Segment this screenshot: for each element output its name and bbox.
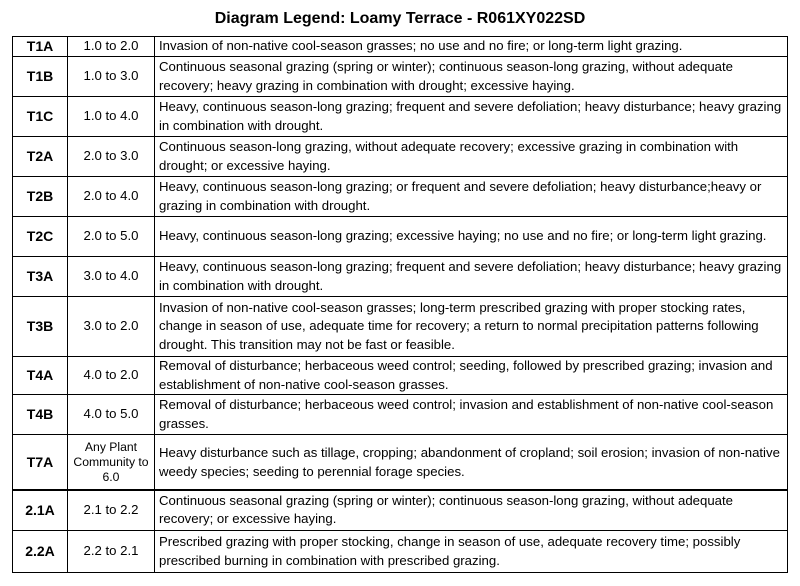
transition-code: T1C [13,97,68,137]
transition-range: 4.0 to 5.0 [68,395,155,435]
transition-range: 3.0 to 4.0 [68,257,155,297]
transition-code: T4A [13,357,68,395]
transition-description: Invasion of non-native cool-season grasses; no use and no fire; or long-term light grazing. [155,37,788,57]
transition-range: 2.2 to 2.1 [68,531,155,573]
transition-description: Continuous seasonal grazing (spring or winter); continuous season-long grazing, without adequate recovery; or excessive haying. [155,490,788,531]
transition-code: T3B [13,297,68,357]
transition-range: 1.0 to 4.0 [68,97,155,137]
table-row [13,177,788,217]
transition-range: 1.0 to 3.0 [68,57,155,97]
transition-code: T4B [13,395,68,435]
table-row [13,57,788,97]
transition-range: Any Plant Community to 6.0 [68,435,155,491]
transition-description: Heavy, continuous season-long grazing; frequent and severe defoliation; heavy disturbance; heavy grazing in combination with drought. [155,97,788,137]
legend-table-secondary-body [13,490,788,573]
table-row [13,257,788,297]
table-row [13,395,788,435]
transition-description: Heavy, continuous season-long grazing; excessive haying; no use and no fire; or long-term light grazing. [155,217,788,257]
legend-table-main-body [13,37,788,491]
table-row [13,490,788,531]
legend-table-secondary [12,489,788,573]
table-row [13,97,788,137]
transition-description: Heavy, continuous season-long grazing; frequent and severe defoliation; heavy disturbance; heavy grazing in combination with drought. [155,257,788,297]
transition-code: T1B [13,57,68,97]
transition-code: T1A [13,37,68,57]
transition-range: 3.0 to 2.0 [68,297,155,357]
transition-description: Heavy, continuous season-long grazing; or frequent and severe defoliation; heavy disturbance;heavy or grazing in combination with drought. [155,177,788,217]
transition-range: 2.0 to 5.0 [68,217,155,257]
transition-description: Removal of disturbance; herbaceous weed control; invasion and establishment of non-native cool-season grasses. [155,395,788,435]
transition-code: T3A [13,257,68,297]
transition-description: Invasion of non-native cool-season grasses; long-term prescribed grazing with proper stocking rates, change in season of use, adequate time for recovery; a return to normal precipitation patterns following drought. This transition may not be fast or feasible. [155,297,788,357]
table-row [13,357,788,395]
transition-range: 2.0 to 4.0 [68,177,155,217]
transition-range: 2.1 to 2.2 [68,490,155,531]
transition-code: 2.1A [13,490,68,531]
transition-description: Prescribed grazing with proper stocking, change in season of use, adequate recovery time; possibly prescribed burning in combination with prescribed grazing. [155,531,788,573]
transition-description: Continuous seasonal grazing (spring or winter); continuous season-long grazing, without adequate recovery; heavy grazing in combination with drought; excessive haying. [155,57,788,97]
transition-range: 4.0 to 2.0 [68,357,155,395]
transition-code: 2.2A [13,531,68,573]
table-row [13,297,788,357]
transition-range: 2.0 to 3.0 [68,137,155,177]
transition-code: T2A [13,137,68,177]
transition-code: T7A [13,435,68,491]
table-row [13,217,788,257]
transition-description: Heavy disturbance such as tillage, cropping; abandonment of cropland; soil erosion; invasion of non-native weedy species; seeding to perennial forage species. [155,435,788,491]
table-row [13,531,788,573]
table-row [13,37,788,57]
legend-table-main [12,36,788,491]
table-row [13,435,788,491]
transition-description: Continuous season-long grazing, without adequate recovery; excessive grazing in combination with drought; or excessive haying. [155,137,788,177]
table-row [13,137,788,177]
page-title: Diagram Legend: Loamy Terrace - R061XY022SD [214,10,586,27]
transition-range: 1.0 to 2.0 [68,37,155,57]
transition-description: Removal of disturbance; herbaceous weed control; seeding, followed by prescribed grazing; invasion and establishment of non-native cool-season grasses. [155,357,788,395]
transition-code: T2B [13,177,68,217]
transition-code: T2C [13,217,68,257]
